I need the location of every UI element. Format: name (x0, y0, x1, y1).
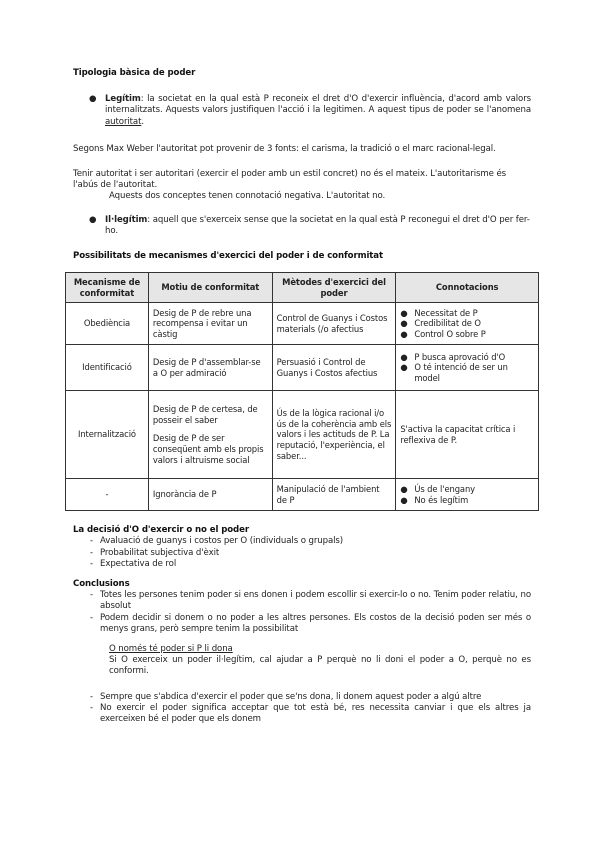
list-item (73, 536, 531, 547)
legitim-definition: : la societat en la qual està P reconeix el dret d'O d'exercir influència, d'acord amb valors internalitzats. Aquests valors justifiquen l'acció i la legitimen. A aquest tipus de poder se l'anomena (105, 94, 531, 116)
cell-mecanisme: - (66, 479, 149, 511)
cell-mecanisme: Identificació (66, 345, 149, 391)
cell-connotacions (396, 303, 539, 345)
cell-metodes: Ús de la lògica racional i/o ús de la coherència amb els valors i les actituds de P. La reputació, l'experiència, el saber... (272, 391, 396, 479)
bullet-legitim (73, 94, 531, 128)
motiu-valors: Desig de P de ser conseqüent amb els propis valors i altruisme social (152, 433, 264, 465)
legitim-label: Legítim (105, 94, 141, 105)
dash-icon: - (90, 590, 94, 601)
section-title-tipologia: Tipologia bàsica de poder (73, 68, 196, 78)
ilegitim-note: Si O exerceix un poder il·legítim, cal ajudar a P perquè no li doni el poder a O, perquè no es conformi. (109, 655, 531, 677)
legitim-period: . (141, 116, 145, 127)
list-item (73, 692, 531, 703)
header-connotacions: Connotacions (396, 273, 539, 303)
list-item (73, 703, 531, 725)
cell-motiu (148, 391, 272, 479)
connotacio-text: Necessitat de P (414, 307, 478, 318)
connotacio-text: No és legítim (414, 494, 469, 505)
table-row (66, 345, 539, 391)
list-item-text: No exercir el poder significa acceptar que tot està bé, res necessita canviar i que els altres ja exerceixen bé el poder que els donem (100, 702, 531, 725)
bullet-dot-icon: ● (400, 329, 408, 340)
list-item (400, 352, 534, 363)
bullet-dot-icon: ● (400, 362, 408, 373)
dash-icon: - (90, 558, 94, 569)
bullet-dot-icon: ● (400, 307, 408, 318)
table-header-row (66, 273, 539, 303)
list-item (400, 318, 534, 329)
document-body (73, 68, 531, 725)
illegitim-label: Il·legítim (105, 214, 148, 225)
list-item (73, 613, 531, 635)
cell-connotacions (396, 479, 539, 511)
header-motiu: Motiu de conformitat (148, 273, 272, 303)
cell-metodes: Control de Guanys i Costos materials (/o afectius (272, 303, 396, 345)
cell-motiu: Ignorància de P (148, 479, 272, 511)
cell-motiu: Desig de P de rebre una recompensa i evitar un càstig (148, 303, 272, 345)
list-item (73, 590, 531, 612)
list-item (400, 308, 534, 319)
cell-mecanisme: Obediència (66, 303, 149, 345)
bullet-dot-icon: ● (400, 494, 408, 505)
mechanisms-table (65, 272, 539, 511)
dash-icon: - (90, 691, 94, 702)
nomes-te-poder-block (73, 644, 531, 678)
dash-icon: - (90, 702, 94, 713)
dash-icon: - (90, 612, 94, 623)
decisio-list (73, 536, 531, 570)
connotacio-text: O té intenció de ser un model (414, 362, 508, 384)
illegitim-text (105, 215, 531, 237)
nomes-te-poder-heading: O només té poder si P li dona (109, 644, 233, 655)
autoritat-link[interactable]: autoritat (105, 116, 142, 127)
list-item (400, 329, 534, 340)
list-item (73, 559, 531, 570)
connotacio-text: Credibilitat de O (414, 318, 481, 329)
cell-connotacions (396, 345, 539, 391)
connotacio-text: Ús de l'engany (414, 484, 476, 495)
bullet-illegitim (73, 215, 531, 237)
header-metodes: Mètodes d'exercici del poder (272, 273, 396, 303)
list-item-text: Sempre que s'abdica d'exercir el poder que se'ns dona, li donem aquest poder a algú altre (100, 691, 482, 702)
dash-icon: - (90, 536, 94, 547)
motiu-certesa: Desig de P de certesa, de posseir el saber (152, 404, 258, 425)
illegitim-definition: : aquell que s'exerceix sense que la societat en la qual està P reconegui el dret d'O per fer-ho. (105, 214, 530, 236)
bullet-dot-icon: ● (89, 94, 97, 105)
legitim-text (105, 94, 531, 128)
cell-metodes: Persuasió i Control de Guanys i Costos afectius (272, 345, 396, 391)
bullet-dot-icon: ● (400, 318, 408, 329)
list-item-text: Expectativa de rol (100, 558, 177, 569)
table-title: Possibilitats de mecanismes d'exercici del poder i de conformitat (73, 251, 384, 262)
bullet-dot-icon: ● (89, 214, 97, 225)
list-item (73, 548, 531, 559)
decisio-title: La decisió d'O d'exercir o no el poder (73, 525, 249, 536)
bullet-dot-icon: ● (400, 351, 408, 362)
header-mecanisme: Mecanisme de conformitat (66, 273, 149, 303)
final-list (73, 692, 531, 726)
list-item-text: Avaluació de guanys i costos per O (individuals o grupals) (100, 536, 344, 547)
bullet-dot-icon: ● (400, 484, 408, 495)
connotacio-text: Control O sobre P (414, 329, 486, 340)
table-row (66, 303, 539, 345)
table-row (66, 479, 539, 511)
table-row (66, 391, 539, 479)
conclusions-title: Conclusions (73, 579, 130, 590)
cell-metodes: Manipulació de l'ambient de P (272, 479, 396, 511)
list-item (400, 484, 534, 495)
connotacio-paragraph: Aquests dos conceptes tenen connotació negativa. L'autoritat no. (109, 191, 386, 202)
conclusions-list (73, 590, 531, 635)
cell-motiu: Desig de P d'assemblar-se a O per admiració (148, 345, 272, 391)
list-item-text: Totes les persones tenim poder si ens donen i podem escollir si exercir-lo o no. Tenim poder relatiu, no absolut (100, 590, 531, 612)
list-item (400, 362, 534, 383)
list-item-text: Podem decidir si donem o no poder a les altres persones. Els costos de la decisió poden ser més o menys grans, però sempre tenim la possibilitat (100, 612, 531, 634)
list-item (400, 495, 534, 506)
list-item-text: Probabilitat subjectiva d'èxit (100, 547, 220, 558)
cell-mecanisme: Internalització (66, 391, 149, 479)
connotacio-text: P busca aprovació d'O (414, 351, 506, 362)
dash-icon: - (90, 547, 94, 558)
weber-paragraph: Segons Max Weber l'autoritat pot provenir de 3 fonts: el carisma, la tradició o el marc racional-legal. (73, 143, 496, 154)
tenir-autoritat-paragraph: Tenir autoritat i ser autoritari (exercir el poder amb un estil concret) no és el mateix. L'autoritarisme és l'abús de l'autoritat. (73, 169, 507, 191)
cell-connotacions: S'activa la capacitat crítica i reflexiva de P. (396, 391, 539, 479)
